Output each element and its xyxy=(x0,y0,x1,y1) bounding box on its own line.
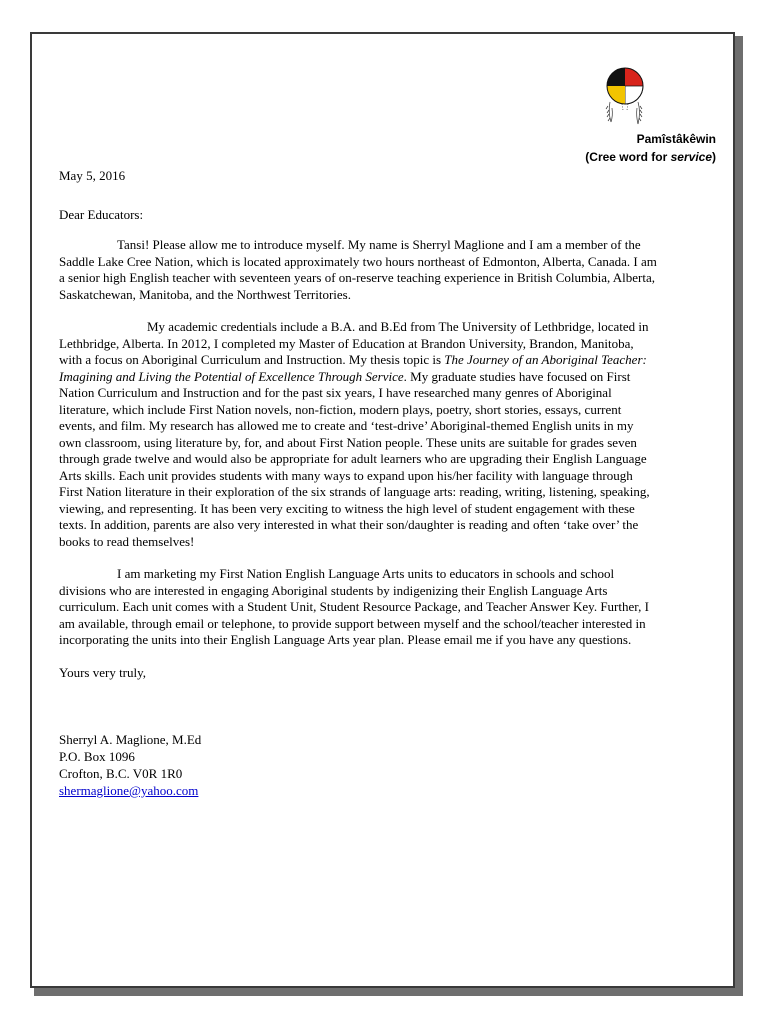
paragraph-introduction: Tansi! Please allow me to introduce myself. My name is Sherryl Maglione and I am a member of the Saddle Lake Cree Nation, which is located approximately two hours northeast of Edmonton, Alberta, Canada. I am a senior high English teacher with seventeen years of on-reserve teaching experience in British Columbia, Alberta, Saskatchewan, Manitoba, and the Northwest Territories. xyxy=(59,237,657,302)
feather-icon xyxy=(606,102,642,124)
paragraph-credentials: My academic credentials include a B.A. and B.Ed from The University of Lethbridge, located in Lethbridge, Alberta. In 2012, I completed my Master of Education at Brandon University, Brandon, Manitoba, with a focus on Aboriginal Curriculum and Instruction. My thesis topic is The Journey of an Aboriginal Teacher: Imagining and Living the Potential of Excellence Through Service. My graduate studies have focused on First Nation Curriculum and Instruction and for the past six years, I have researched many genres of Aboriginal literature, which include First Nation novels, non-fiction, modern plays, poetry, short stories, essays, current events, and film. My research has allowed me to create and ‘test-drive’ Aboriginal-themed English units in my own classroom, using literature by, for, and about First Nation people. These units are suitable for grades seven through grade twelve and would also be appropriate for adult learners who are upgrading their English Language Arts skills. Each unit provides students with many ways to expand upon his/her facility with language through First Nation literature in their exploration of the six strands of language arts: reading, writing, listening, speaking, viewing, and representing. It has been very exciting to witness the high level of student engagement with these texts. In addition, parents are also very interested in what their son/daughter is reading and often ‘take over’ the books to read themselves! xyxy=(59,319,650,549)
signature-city: Crofton, B.C. V0R 1R0 xyxy=(59,766,183,781)
signature-name: Sherryl A. Maglione, M.Ed xyxy=(59,732,202,747)
salutation: Dear Educators: xyxy=(59,206,144,222)
signature-po-box: P.O. Box 1096 xyxy=(59,749,135,764)
medicine-wheel-feather-icon xyxy=(600,58,650,136)
paragraph-marketing: I am marketing my First Nation English Language Arts units to educators in schools and school divisions who are interested in engaging Aboriginal students by indigenizing their English Language Arts curriculum. Each unit comes with a Student Unit, Student Resource Package, and Teacher Answer Key. Further, I am available, through email or telephone, to provide support between myself and the school/teacher interested in incorporating the units into their English Language Arts year plan. Please email me if you have any questions. xyxy=(59,566,649,647)
cree-word: Pamîstâkêwin xyxy=(636,132,716,146)
email-link[interactable]: shermaglione@yahoo.com xyxy=(59,783,199,798)
cree-word-translation: (Cree word for service) xyxy=(585,150,716,164)
signature-block xyxy=(59,731,659,799)
thesis-title: The Journey of an Aboriginal Teacher: Imagining and Living the Potential of Excellence Through Service xyxy=(59,352,647,384)
letter-body xyxy=(59,168,659,799)
cree-word-heading xyxy=(585,130,716,166)
medicine-wheel-icon xyxy=(607,68,643,104)
closing: Yours very truly, xyxy=(59,664,147,680)
letter-date: May 5, 2016 xyxy=(59,168,126,183)
